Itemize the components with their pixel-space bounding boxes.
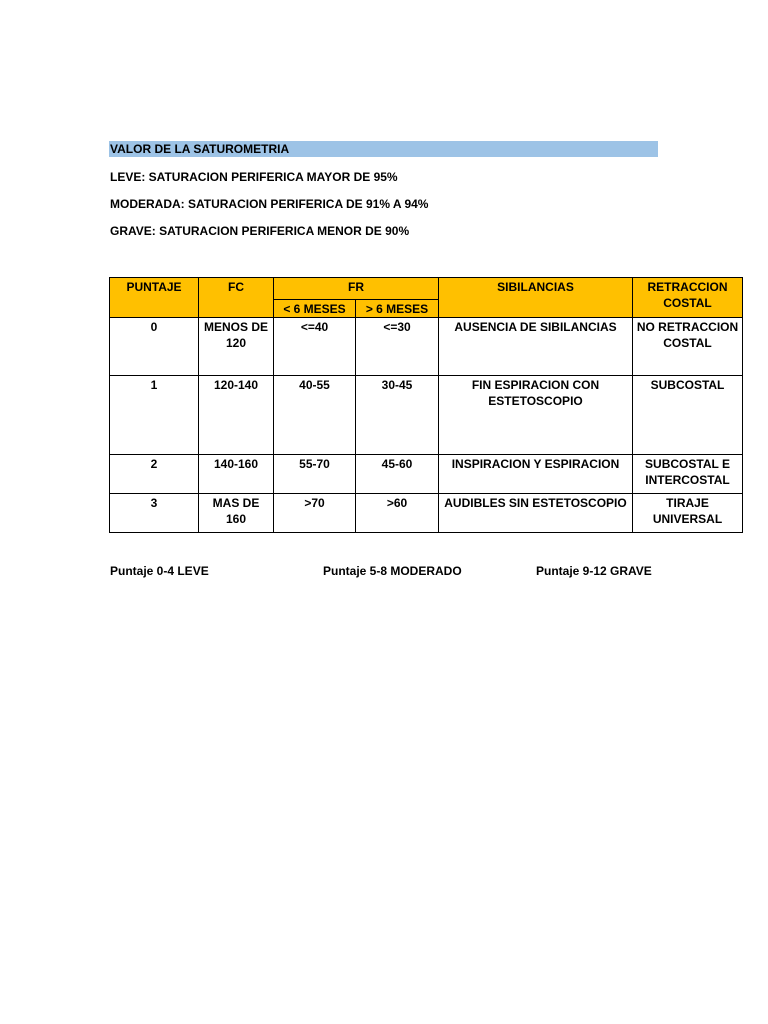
table-row: [110, 494, 743, 533]
cell-sibilancias: FIN ESPIRACION CON ESTETOSCOPIO: [439, 376, 633, 455]
cell-puntaje: 0: [110, 318, 199, 376]
table-row: [110, 455, 743, 494]
cell-fr-under6: <=40: [274, 318, 356, 376]
cell-puntaje: 3: [110, 494, 199, 533]
cell-fr-under6: 55-70: [274, 455, 356, 494]
cell-fc: 120-140: [199, 376, 274, 455]
header-fc: FC: [199, 278, 274, 318]
leve-line: LEVE: SATURACION PERIFERICA MAYOR DE 95%: [110, 170, 398, 184]
moderada-line: MODERADA: SATURACION PERIFERICA DE 91% A 94%: [110, 197, 429, 211]
header-sibilancias: SIBILANCIAS: [439, 278, 633, 318]
header-puntaje: PUNTAJE: [110, 278, 199, 318]
cell-retraccion: TIRAJE UNIVERSAL: [633, 494, 743, 533]
score-table: [109, 277, 743, 533]
cell-retraccion: NO RETRACCION COSTAL: [633, 318, 743, 376]
saturometria-heading: VALOR DE LA SATUROMETRIA: [109, 141, 658, 157]
cell-fr-under6: 40-55: [274, 376, 356, 455]
header-retraccion: RETRACCION COSTAL: [633, 278, 743, 318]
footer-leve: Puntaje 0-4 LEVE: [110, 564, 209, 578]
header-fr-under6: < 6 MESES: [274, 300, 356, 318]
cell-fr-over6: <=30: [356, 318, 439, 376]
cell-sibilancias: AUDIBLES SIN ESTETOSCOPIO: [439, 494, 633, 533]
cell-fc: MENOS DE 120: [199, 318, 274, 376]
cell-fr-over6: 30-45: [356, 376, 439, 455]
cell-puntaje: 1: [110, 376, 199, 455]
table-row: [110, 318, 743, 376]
cell-puntaje: 2: [110, 455, 199, 494]
table-header-row: [110, 278, 743, 300]
table-row: [110, 376, 743, 455]
cell-retraccion: SUBCOSTAL E INTERCOSTAL: [633, 455, 743, 494]
footer-moderado: Puntaje 5-8 MODERADO: [323, 564, 462, 578]
header-fr: FR: [274, 278, 439, 300]
cell-sibilancias: INSPIRACION Y ESPIRACION: [439, 455, 633, 494]
header-fr-over6: > 6 MESES: [356, 300, 439, 318]
grave-line: GRAVE: SATURACION PERIFERICA MENOR DE 90%: [110, 224, 410, 238]
cell-fr-over6: >60: [356, 494, 439, 533]
cell-fr-over6: 45-60: [356, 455, 439, 494]
cell-fc: 140-160: [199, 455, 274, 494]
cell-fr-under6: >70: [274, 494, 356, 533]
footer-grave: Puntaje 9-12 GRAVE: [536, 564, 652, 578]
cell-fc: MAS DE 160: [199, 494, 274, 533]
cell-sibilancias: AUSENCIA DE SIBILANCIAS: [439, 318, 633, 376]
cell-retraccion: SUBCOSTAL: [633, 376, 743, 455]
